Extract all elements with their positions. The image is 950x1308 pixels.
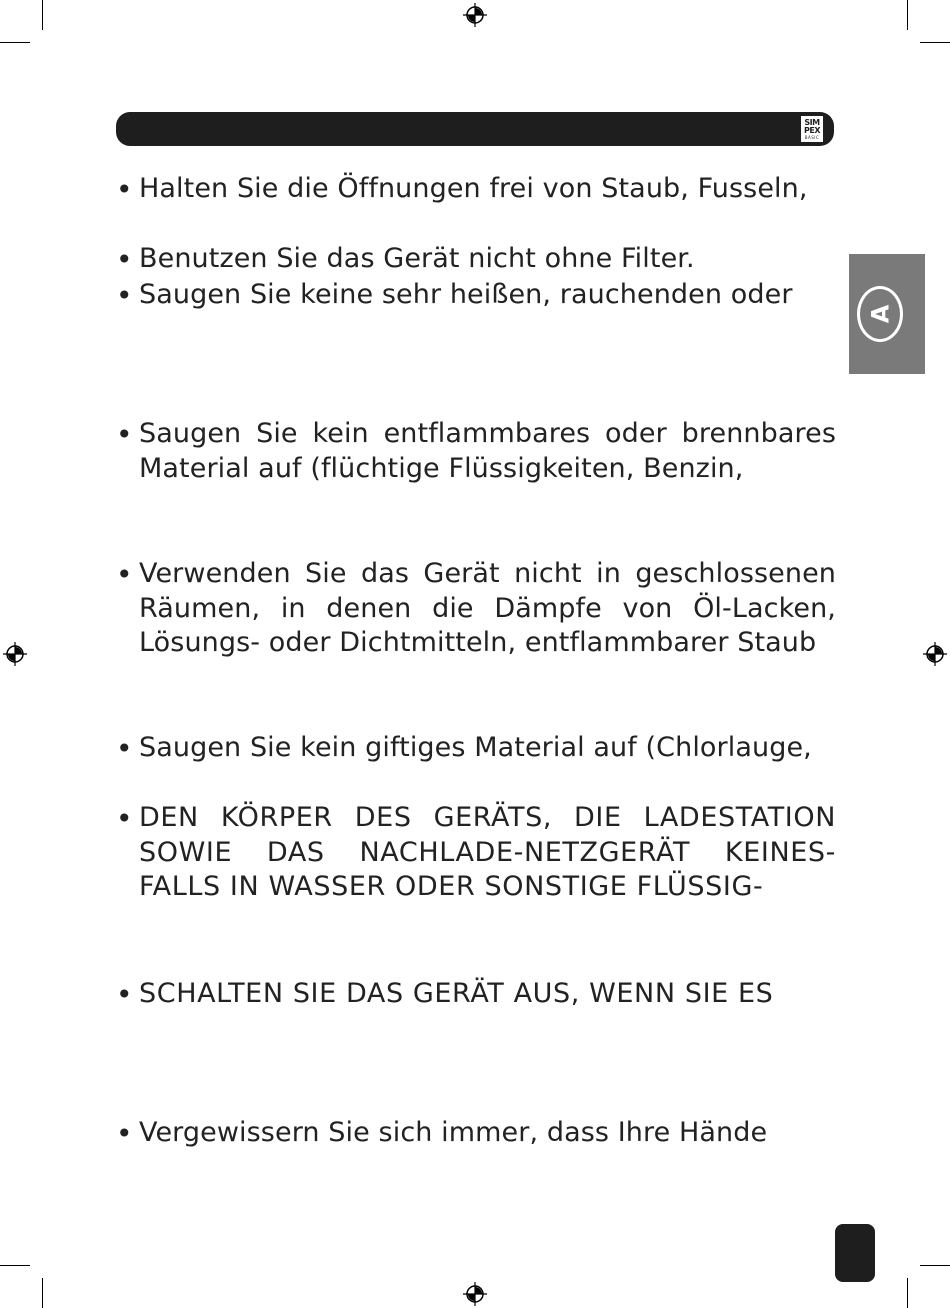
bullet-icon: • [116, 1117, 133, 1150]
list-item [116, 242, 836, 277]
language-side-tab [849, 254, 925, 374]
bullet-icon: • [116, 279, 133, 312]
list-item [116, 731, 836, 766]
bullet-icon: • [116, 732, 133, 765]
list-item [116, 172, 836, 207]
list-item [116, 417, 836, 486]
list-item-text: Vergewissern Sie sich immer, dass Ihre Hände [139, 1117, 768, 1148]
bullet-icon: • [116, 243, 133, 276]
list-item [116, 278, 836, 313]
language-label: A [865, 304, 894, 324]
list-item-text: Halten Sie die Öffnungen frei von Staub, Fusseln, [139, 173, 808, 204]
crop-mark [920, 1265, 950, 1266]
bullet-icon: • [116, 558, 133, 591]
logo-line-2: PEX [804, 125, 820, 135]
list-item [116, 1116, 836, 1151]
crop-mark [0, 1265, 30, 1266]
list-item-text: Verwenden Sie das Gerät nicht in geschlossenen Räumen, in denen die Dämpfe von Öl-Lacken, Lösungs- oder Dichtmitteln, entflammbarer Staub [139, 558, 836, 659]
crop-mark [907, 0, 908, 30]
list-item-text: Saugen Sie keine sehr heißen, rauchenden oder [139, 279, 793, 310]
crop-mark [42, 1278, 43, 1308]
page-number-tab [835, 1224, 875, 1282]
list-item-text: Benutzen Sie das Gerät nicht ohne Filter. [139, 243, 695, 274]
bullet-icon: • [116, 418, 133, 451]
bullet-icon: • [116, 802, 133, 835]
list-item [116, 557, 836, 661]
crop-mark [0, 42, 30, 43]
language-badge [857, 286, 903, 342]
bullet-icon: • [116, 173, 133, 206]
list-item-text: Saugen Sie kein giftiges Material auf (Chlorlauge, [139, 732, 812, 763]
header-bar [116, 112, 834, 146]
list-item-text: SCHALTEN SIE DAS GERÄT AUS, WENN SIE ES [139, 978, 774, 1009]
list-item [116, 801, 836, 905]
registration-mark-icon [3, 642, 27, 666]
logo-line-3: BASIC [804, 134, 820, 140]
list-item-text: Saugen Sie kein entflammbares oder brennbares Material auf (flüchtige Flüssigkeiten, Benzin, [139, 418, 836, 484]
registration-mark-icon [463, 1282, 487, 1306]
crop-mark [42, 0, 43, 30]
logo-line-1: SIM [804, 117, 820, 127]
registration-mark-icon [463, 3, 487, 27]
crop-mark [920, 42, 950, 43]
registration-mark-icon [923, 642, 947, 666]
list-item [116, 977, 836, 1012]
simpex-logo [800, 115, 824, 143]
crop-mark [907, 1278, 908, 1308]
bullet-icon: • [116, 978, 133, 1011]
list-item-text: DEN KÖRPER DES GERÄTS, DIE LADESTATION SOWIE DAS NACHLADE-NETZGERÄT KEINES-FALLS IN WASSER ODER SONSTIGE FLÜSSIG- [139, 802, 836, 903]
